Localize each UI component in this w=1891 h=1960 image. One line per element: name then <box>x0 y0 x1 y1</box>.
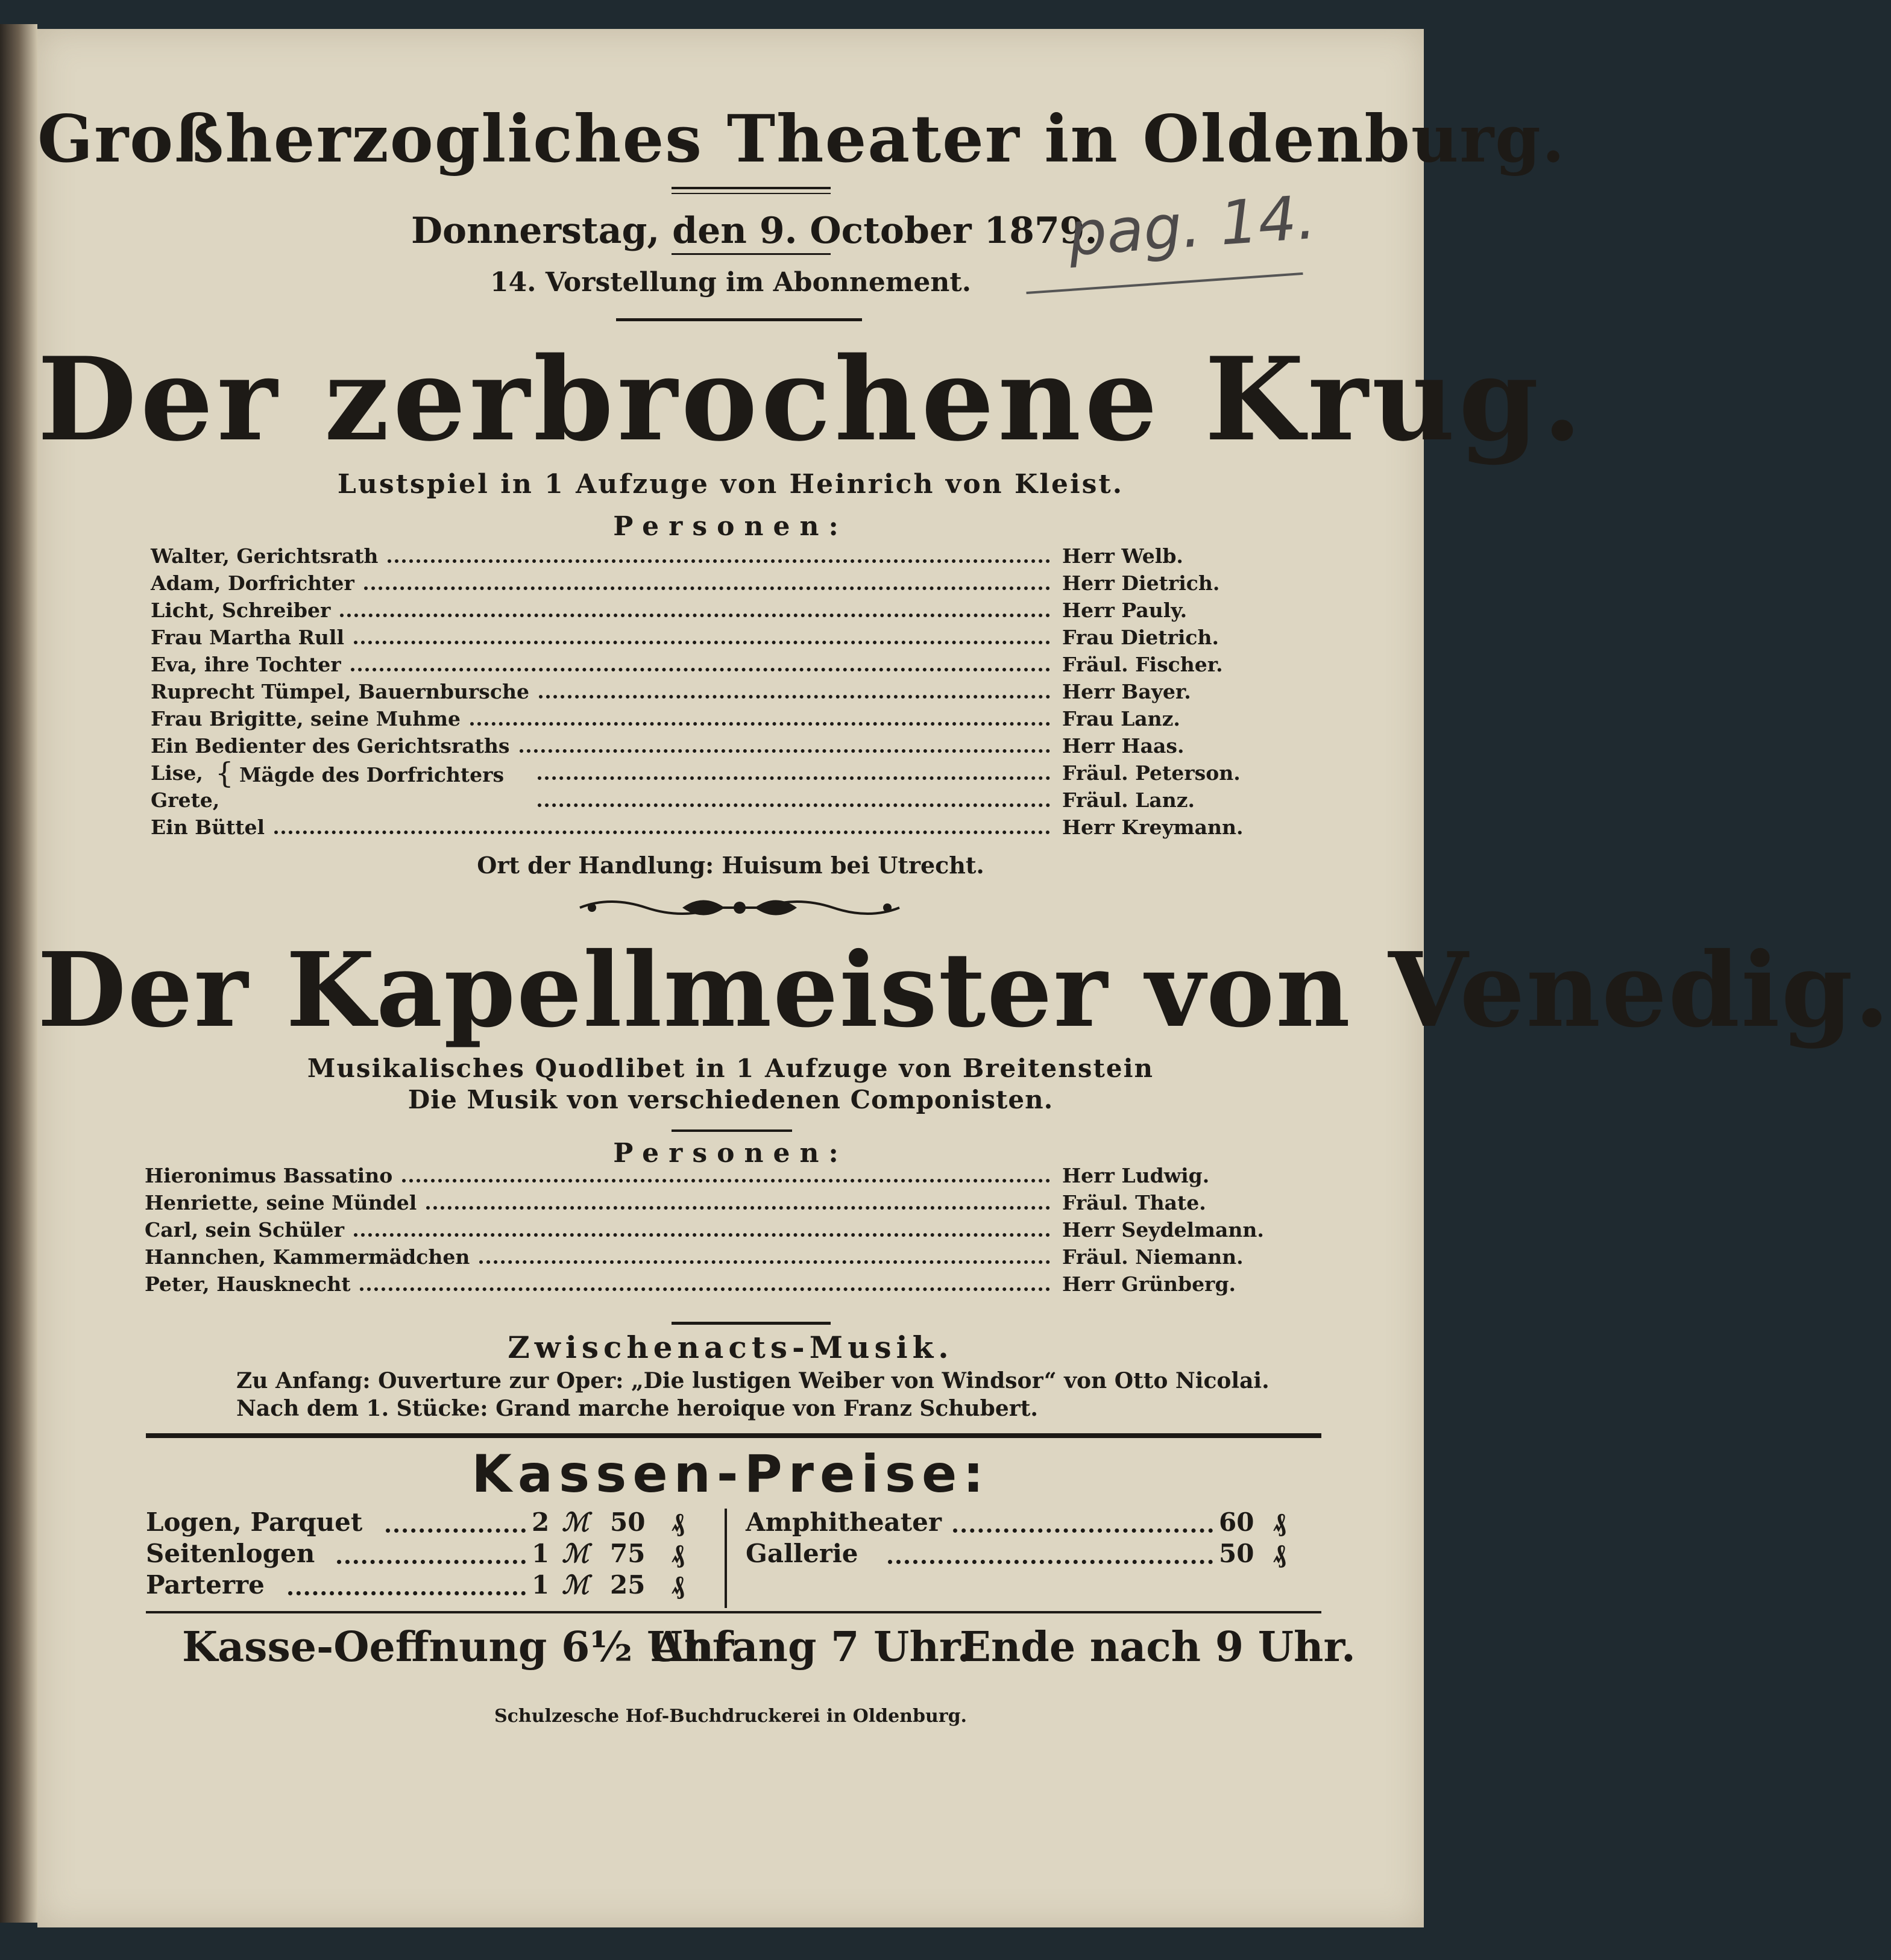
dot-leader <box>479 1236 1050 1264</box>
dot-leader <box>538 779 1050 807</box>
group-label: Mägde des Dorfrichters <box>239 763 505 787</box>
price-pfennig: 50 <box>610 1507 646 1537</box>
play2-persons-heading: Personen: <box>613 1138 848 1169</box>
cast-actor: Herr Grünberg. <box>1062 1272 1236 1296</box>
cast-role: Ein Bedienter des Gerichtsraths <box>151 734 510 758</box>
handwritten-page-note: pag. 14. <box>1066 181 1318 270</box>
pfennig-symbol: ₰ <box>1273 1539 1286 1568</box>
dot-leader <box>520 725 1050 753</box>
price-mark: 1 <box>532 1539 550 1568</box>
cast-role: Peter, Hausknecht <box>145 1272 351 1296</box>
dot-leader <box>354 617 1050 644</box>
price-pfennig: 25 <box>610 1570 646 1600</box>
dot-leader <box>360 1263 1050 1291</box>
performance-number: 14. Vorstellung im Abonnement. <box>489 267 972 298</box>
dot-leader <box>364 562 1050 590</box>
price-mark: 2 <box>532 1507 550 1537</box>
divider <box>672 187 831 189</box>
divider <box>672 193 831 194</box>
playbill-page <box>37 29 1891 1927</box>
divider <box>146 1611 1321 1613</box>
cast-actor: Herr Bayer. <box>1062 680 1191 703</box>
dot-leader <box>354 1209 1050 1237</box>
book-binding <box>0 24 37 1923</box>
play1-subtitle: Lustspiel in 1 Aufzuge von Heinrich von Kleist. <box>337 469 1124 500</box>
cast-role: Hieronimus Bassatino <box>145 1164 393 1187</box>
music-heading: Zwischenacts-Musik. <box>508 1330 954 1365</box>
dot-leader <box>274 806 1050 834</box>
printer-imprint: Schulzesche Hof-Buchdruckerei in Oldenburg. <box>494 1706 967 1727</box>
prices-heading: Kassen-Preise: <box>471 1444 990 1504</box>
price-pfennig: 60 <box>1219 1507 1254 1537</box>
price-label: Amphitheater <box>746 1507 942 1537</box>
pfennig-symbol: ₰ <box>672 1507 684 1537</box>
cast-role: Walter, Gerichtsrath <box>151 544 379 568</box>
play2-title: Der Kapellmeister von Venedig. <box>37 930 1891 1051</box>
ornament-divider <box>574 890 905 926</box>
dot-leader <box>288 1573 526 1595</box>
price-pfennig: 75 <box>610 1539 646 1568</box>
performance-date: Donnerstag, den 9. October 1879. <box>411 210 1098 252</box>
end-time: Ende nach 9 Uhr. <box>960 1623 1356 1671</box>
play1-setting: Ort der Handlung: Huisum bei Utrecht. <box>477 852 984 879</box>
cast-actor: Herr Ludwig. <box>1062 1164 1210 1187</box>
divider <box>672 1129 792 1132</box>
mark-symbol: ℳ <box>562 1570 589 1600</box>
cast-row <box>37 1271 1424 1298</box>
price-pfennig: 50 <box>1219 1539 1254 1568</box>
play1-persons-heading: Personen: <box>613 511 848 542</box>
cast-actor: Herr Pauly. <box>1062 598 1188 622</box>
cast-role: Frau Brigitte, seine Muhme <box>151 707 461 730</box>
music-line-1: Zu Anfang: Ouverture zur Oper: „Die lustigen Weiber von Windsor“ von Otto Nicolai. <box>236 1368 1270 1393</box>
brace: { <box>215 756 234 790</box>
dot-leader <box>388 535 1050 563</box>
play2-subtitle: Musikalisches Quodlibet in 1 Aufzuge von Breitenstein <box>307 1054 1154 1083</box>
dot-leader <box>340 589 1050 617</box>
cast-actor: Frau Dietrich. <box>1062 626 1219 649</box>
cast-role: Licht, Schreiber <box>151 598 331 622</box>
dot-leader <box>953 1510 1213 1533</box>
music-line-2: Nach dem 1. Stücke: Grand marche heroique von Franz Schubert. <box>236 1396 1038 1421</box>
price-label: Seitenlogen <box>146 1539 315 1568</box>
dot-leader <box>337 1542 526 1564</box>
price-label: Parterre <box>146 1570 265 1600</box>
dot-leader <box>470 698 1050 726</box>
divider <box>672 1322 831 1325</box>
cast-role: Ein Büttel <box>151 815 265 839</box>
pfennig-symbol: ₰ <box>672 1539 684 1568</box>
cast-role: Hannchen, Kammermädchen <box>145 1245 470 1269</box>
cast-role: Lise, <box>151 761 203 785</box>
column-divider <box>725 1509 727 1608</box>
box-office-time: Kasse-Oeffnung 6½ Uhr. <box>182 1623 744 1671</box>
cast-actor: Fräul. Peterson. <box>1062 761 1241 785</box>
divider <box>672 253 831 255</box>
cast-actor: Herr Dietrich. <box>1062 571 1220 595</box>
cast-role: Frau Martha Rull <box>151 626 344 649</box>
dot-leader <box>386 1510 526 1533</box>
start-time: Anfang 7 Uhr. <box>652 1623 972 1671</box>
cast-role: Carl, sein Schüler <box>145 1218 344 1242</box>
cast-role: Ruprecht Tümpel, Bauernbursche <box>151 680 529 703</box>
play1-title: Der zerbrochene Krug. <box>37 332 1586 466</box>
cast-actor: Herr Haas. <box>1062 734 1185 758</box>
theatre-name: Großherzogliches Theater in Oldenburg. <box>37 101 1566 177</box>
dot-leader <box>539 671 1050 699</box>
price-mark: 1 <box>532 1570 550 1600</box>
dot-leader <box>402 1155 1050 1183</box>
cast-actor: Herr Kreymann. <box>1062 815 1244 839</box>
pfennig-symbol: ₰ <box>672 1570 684 1600</box>
cast-role: Adam, Dorfrichter <box>151 571 354 595</box>
cast-actor: Frau Lanz. <box>1062 707 1180 730</box>
pfennig-symbol: ₰ <box>1273 1507 1286 1537</box>
cast-role: Grete, <box>151 788 220 812</box>
dot-leader <box>538 752 1050 780</box>
cast-row <box>37 814 1424 841</box>
cast-actor: Fräul. Niemann. <box>1062 1245 1244 1269</box>
cast-actor: Fräul. Thate. <box>1062 1191 1206 1214</box>
dot-leader <box>888 1542 1213 1564</box>
price-label: Logen, Parquet <box>146 1507 363 1537</box>
cast-role: Henriette, seine Mündel <box>145 1191 417 1214</box>
price-label: Gallerie <box>746 1539 858 1568</box>
cast-actor: Fräul. Fischer. <box>1062 653 1223 676</box>
cast-actor: Fräul. Lanz. <box>1062 788 1195 812</box>
cast-role: Eva, ihre Tochter <box>151 653 341 676</box>
dot-leader <box>426 1182 1050 1210</box>
cast-actor: Herr Seydelmann. <box>1062 1218 1264 1242</box>
divider <box>616 318 862 321</box>
mark-symbol: ℳ <box>562 1507 589 1537</box>
cast-actor: Herr Welb. <box>1062 544 1183 568</box>
dot-leader <box>351 644 1050 671</box>
mark-symbol: ℳ <box>562 1539 589 1568</box>
divider <box>146 1433 1321 1438</box>
play2-composers: Die Musik von verschiedenen Componisten. <box>407 1085 1054 1114</box>
